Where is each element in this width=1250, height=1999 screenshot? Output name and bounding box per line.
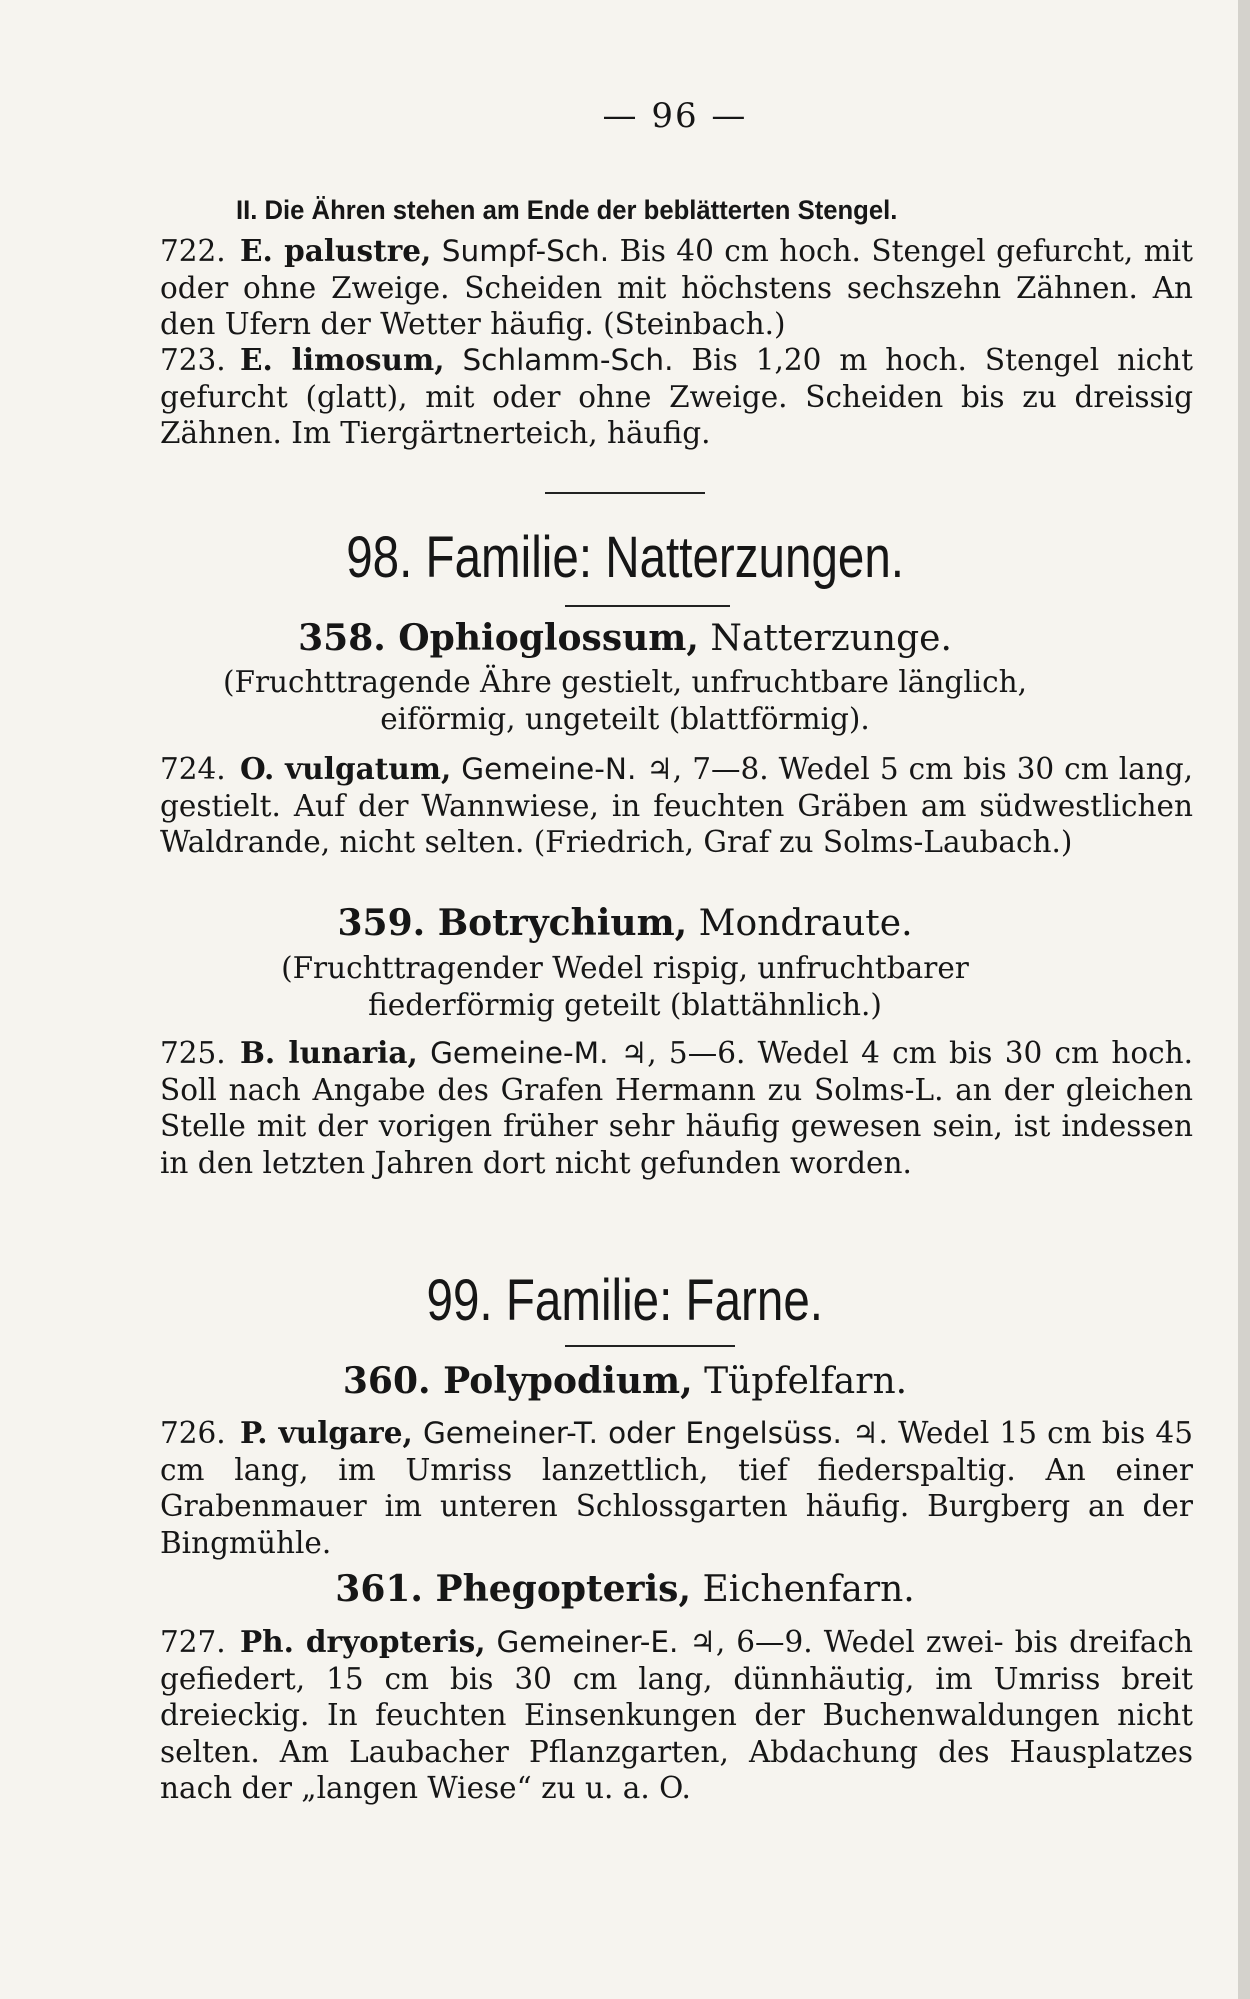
family-heading-99 [0, 1267, 1250, 1334]
entry-text: Bis 40 cm hoch. Stengel gefurcht, mit oder ohne Zweige. Scheiden mit höchstens sechszehn Zähnen. An den Ufern der Wetter häufig. (Steinbach.) [160, 234, 1193, 341]
family-title: 98. Familie: Natterzungen. [346, 525, 904, 590]
genus-note-line: fiederförmig geteilt (blattähnlich.) [368, 987, 882, 1022]
entry-723 [160, 342, 1193, 452]
section-heading: II. Die Ähren stehen am Ende der beblätterten Stengel. [236, 195, 898, 225]
entry-726 [160, 1415, 1193, 1561]
family-title: 99. Familie: Farne. [426, 1268, 824, 1333]
genus-358-note [0, 664, 1250, 737]
entry-number: 727. [160, 1625, 226, 1659]
species-name: E. palustre, [240, 233, 432, 268]
genus-note-line: eiförmig, ungeteilt (blattförmig). [380, 701, 870, 736]
genus-358 [0, 617, 1250, 659]
entry-text: ♃, 6—9. Wedel zwei- bis dreifach gefiedert, 15 cm bis 30 cm lang, dünnhäutig, im Umriss breit dreieckig. In feuchten Einsenkungen der Buchenwaldungen nicht selten. Am Laubacher Pflanzgarten, Abdachung des Hausplatzes nach der „langen Wiese“ zu u. a. O. [160, 1625, 1193, 1805]
species-name: P. vulgare, [240, 1415, 413, 1450]
entry-number: 724. [160, 752, 226, 786]
entry-number: 725. [160, 1036, 226, 1070]
species-name: E. limosum, [240, 342, 445, 377]
genus-361 [0, 1568, 1250, 1610]
genus-common: Eichenfarn. [702, 1569, 915, 1610]
genus-note-line: (Fruchttragende Ähre gestielt, unfruchtbare länglich, [222, 665, 1028, 699]
entry-number: 722. [160, 234, 226, 268]
genus-title: 359. Botrychium, [337, 902, 688, 944]
species-name: Ph. dryopteris, [240, 1624, 486, 1659]
genus-360 [0, 1360, 1250, 1402]
entry-text: ♃. Wedel 15 cm bis 45 cm lang, im Umriss lanzettlich, tief fiederspaltig. An einer Grabenmauer im unteren Schlossgarten häufig. Burgberg an der Bingmühle. [160, 1416, 1193, 1560]
entry-text: Bis 1,20 m hoch. Stengel nicht gefurcht (glatt), mit oder ohne Zweige. Scheiden bis zu dreissig Zähnen. Im Tiergärtnerteich, häufig. [160, 343, 1193, 450]
entry-number: 723. [160, 343, 226, 377]
common-name: Sumpf-Sch. [441, 234, 610, 268]
page-number: — 96 — [602, 96, 748, 136]
divider-rule [545, 492, 705, 494]
genus-common: Natterzunge. [710, 618, 952, 659]
entry-number: 726. [160, 1416, 226, 1450]
entry-722 [160, 233, 1193, 343]
common-name: Gemeine-N. [461, 752, 637, 786]
section-heading-block [160, 195, 1193, 226]
divider-rule [565, 605, 730, 607]
genus-note-line: (Fruchttragender Wedel rispig, unfruchtbarer [281, 951, 969, 985]
entry-727 [160, 1624, 1193, 1807]
genus-359 [0, 902, 1250, 944]
common-name: Gemeine-M. [430, 1036, 609, 1070]
genus-title: 358. Ophioglossum, [298, 617, 699, 659]
genus-common: Tüpfelfarn. [704, 1361, 908, 1402]
genus-359-note [0, 950, 1250, 1023]
common-name: Gemeiner-E. [496, 1625, 679, 1659]
entry-725 [160, 1035, 1193, 1181]
entry-724 [160, 751, 1193, 861]
genus-title: 360. Polypodium, [342, 1360, 693, 1402]
entry-text: ♃, 7—8. Wedel 5 cm bis 30 cm lang, gestielt. Auf der Wannwiese, in feuchten Gräben am südwestlichen Waldrande, nicht selten. (Friedrich, Graf zu Solms-Laubach.) [160, 752, 1193, 859]
entry-text: ♃, 5—6. Wedel 4 cm bis 30 cm hoch. Soll nach Angabe des Grafen Hermann zu Solms-L. an der gleichen Stelle mit der vorigen früher sehr häufig gewesen sein, ist indessen in den letzten Jahren dort nicht gefunden worden. [160, 1036, 1193, 1180]
common-name: Schlamm-Sch. [462, 343, 674, 377]
common-name: Gemeiner-T. oder Engelsüss. [422, 1416, 842, 1450]
species-name: O. vulgatum, [240, 751, 452, 786]
family-heading-98 [0, 524, 1250, 591]
species-name: B. lunaria, [240, 1035, 418, 1070]
genus-common: Mondraute. [698, 903, 913, 944]
genus-title: 361. Phegopteris, [335, 1568, 691, 1610]
divider-rule [565, 1345, 735, 1347]
